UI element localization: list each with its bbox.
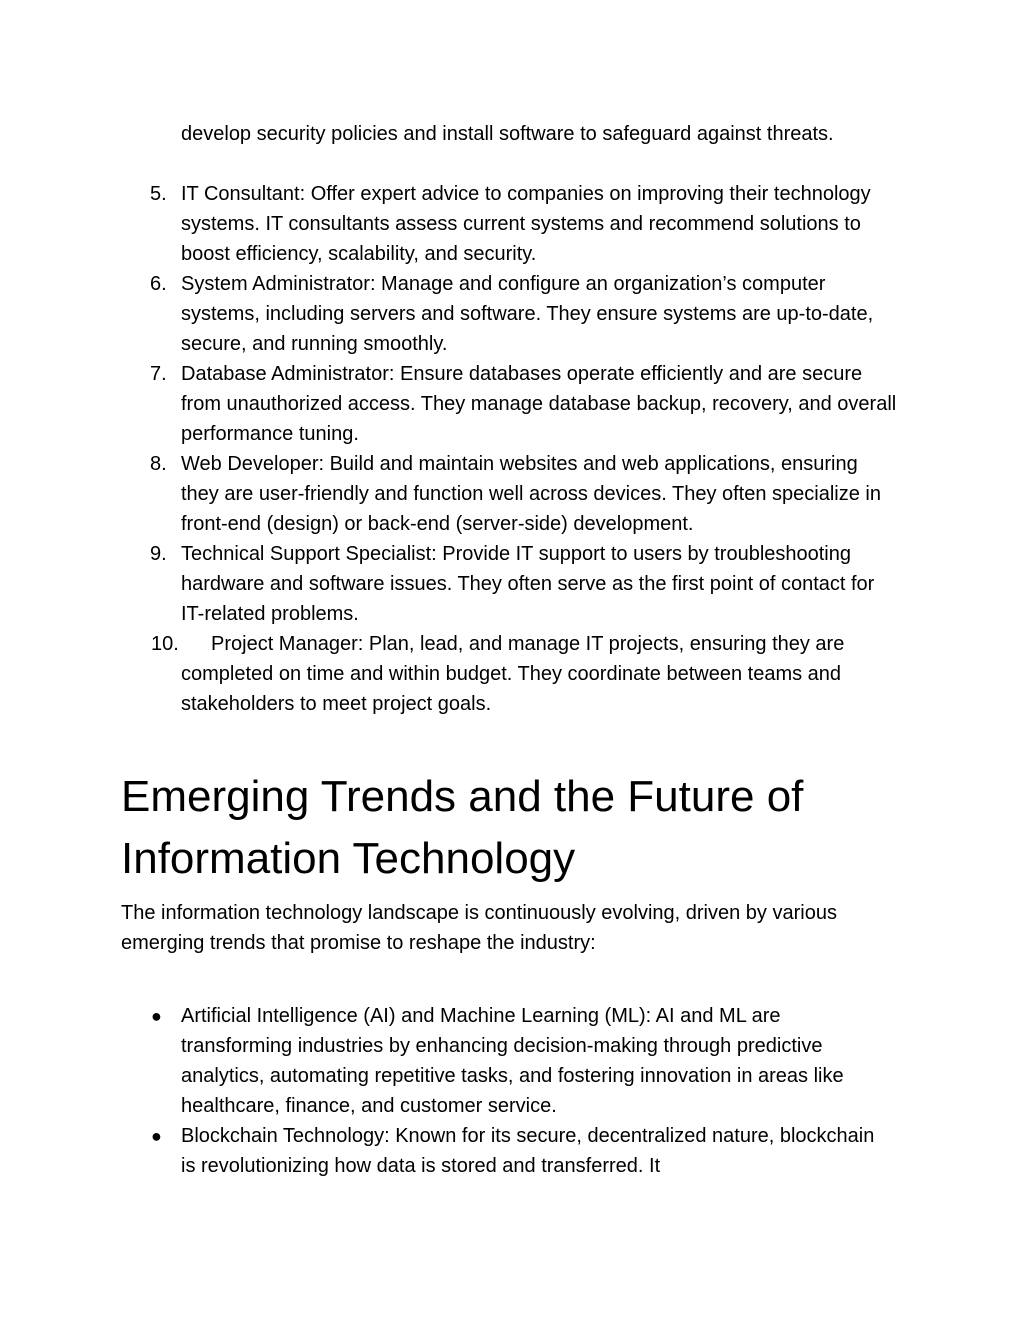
list-item-text: Database Administrator: Ensure databases operate efficiently and are secure from unauthorized access. They manage database backup, recovery, and overall performance tuning.: [181, 363, 897, 445]
list-item: [0, 629, 901, 719]
list-item: [0, 269, 901, 359]
list-item-text: Technical Support Specialist: Provide IT support to users by troubleshooting hardware and software issues. They often serve as the first point of contact for IT-related problems.: [181, 543, 875, 625]
list-item-text: IT Consultant: Offer expert advice to companies on improving their technology systems. IT consultants assess current systems and recommend solutions to boost efficiency, scalability, and security.: [181, 183, 871, 265]
list-item: [0, 449, 901, 539]
section-heading: Emerging Trends and the Future of Information Technology: [121, 772, 804, 883]
list-item: [0, 179, 901, 269]
list-number: 5.: [150, 183, 167, 205]
list-number: 10.: [151, 633, 179, 655]
bullet-icon: ●: [151, 1006, 162, 1026]
list-item: [0, 1001, 881, 1121]
intro-paragraph: The information technology landscape is continuously evolving, driven by various emerging trends that promise to reshape the industry:: [121, 902, 837, 954]
list-item: [0, 539, 901, 629]
list-item-text: Project Manager: Plan, lead, and manage IT projects, ensuring they are completed on time and within budget. They coordinate between teams and stakeholders to meet project goals.: [181, 633, 845, 715]
numbered-list: [0, 179, 1024, 719]
list-item: [0, 359, 901, 449]
list-number: 7.: [150, 363, 167, 385]
bullet-icon: ●: [151, 1126, 162, 1146]
list-number: 6.: [150, 273, 167, 295]
continuation-paragraph: develop security policies and install software to safeguard against threats.: [181, 123, 834, 145]
list-item-text: Artificial Intelligence (AI) and Machine Learning (ML): AI and ML are transforming industries by enhancing decision-making through predictive analytics, automating repetitive tasks, and fostering innovation in areas like healthcare, finance, and customer service.: [181, 1005, 844, 1117]
list-number: 8.: [150, 453, 167, 475]
bullet-list: [0, 1001, 1024, 1181]
list-item-text: System Administrator: Manage and configure an organization’s computer systems, including servers and software. They ensure systems are up-to-date, secure, and running smoothly.: [181, 273, 874, 355]
list-item-text: Web Developer: Build and maintain websites and web applications, ensuring they are user-friendly and function well across devices. They often specialize in front-end (design) or back-end (server-side) development.: [181, 453, 881, 535]
list-item-text: Blockchain Technology: Known for its secure, decentralized nature, blockchain is revolutionizing how data is stored and transferred. It: [181, 1125, 875, 1177]
list-number: 9.: [150, 543, 167, 565]
list-item: [0, 1121, 881, 1181]
